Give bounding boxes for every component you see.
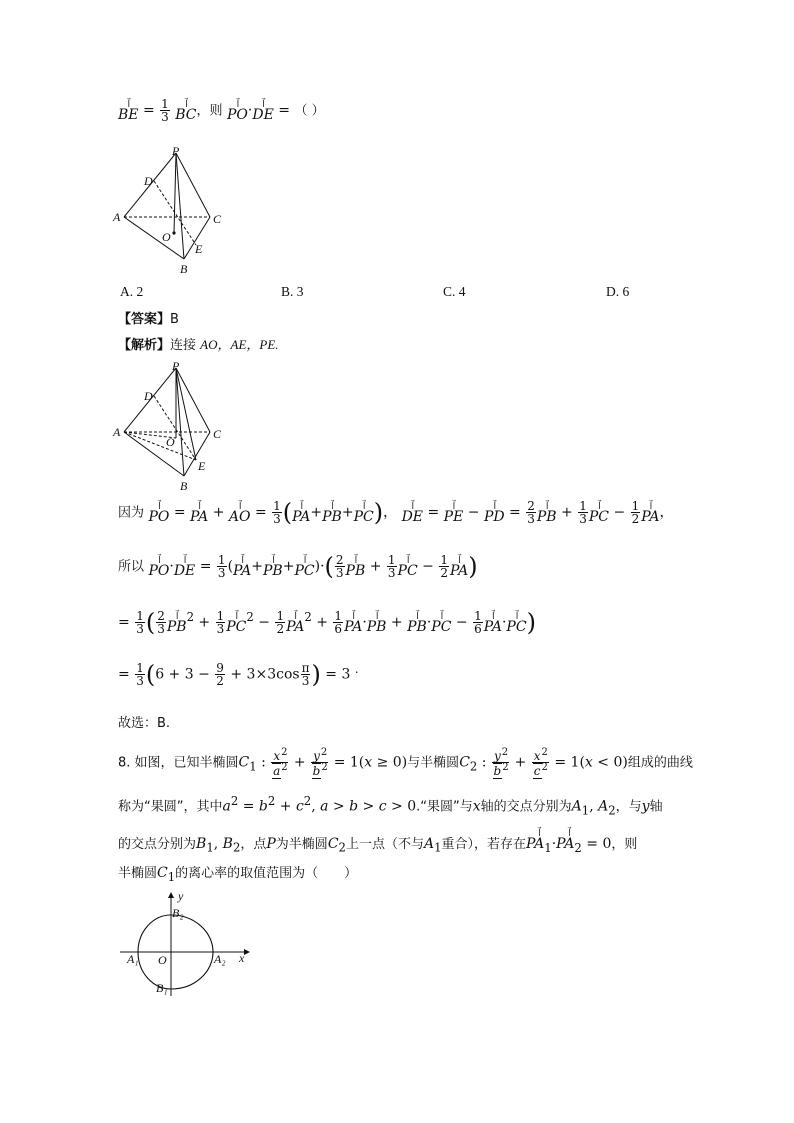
answer-blank: （ ）: [294, 103, 325, 119]
analysis-label: 【解析】: [118, 338, 171, 353]
option-a: A. 2: [120, 284, 144, 299]
axis-x-label: x: [239, 951, 245, 965]
solution-line-3: = $\frac{1}{3}$ ( $\frac{2}{3}$ ꟾ⃗ $PB^2$ + $\frac{1}{3}$ ꟾ⃗ $PC^2$ − $\frac{1}{2}$ ꟾ⃗ $PA^2$ + $\frac{1}{6}$ ꟾ⃗ PA· ꟾ⃗ PB + ꟾ⃗ PB· ꟾ⃗ PC − $\frac{1}{6}$ ꟾ⃗ PA· ꟾ⃗ PC): [118, 608, 536, 637]
fraction-one-third: [160, 98, 170, 123]
label-e: E: [195, 242, 203, 256]
label-a: A: [113, 425, 121, 439]
q7-then-text: ，则: [196, 103, 223, 119]
label-b: B: [180, 479, 188, 492]
label-c: C: [213, 212, 222, 226]
answer-line: [118, 308, 179, 327]
vector-bc: ꟾ⃗ BC: [175, 99, 197, 123]
therefore-text: 所以: [118, 559, 145, 575]
label-a1: A₁: [127, 952, 139, 966]
q8-line-4: 半椭圆$C_1$的离心率的取值范围为（ ）: [118, 865, 358, 884]
label-e: E: [198, 459, 206, 473]
tetrahedron-figure-1: [112, 145, 232, 277]
answer-value: B: [170, 312, 179, 327]
option-d: D. 6: [606, 284, 630, 299]
label-c: C: [213, 427, 222, 441]
label-o: O: [158, 953, 167, 967]
fruit-ellipse-figure: [118, 890, 258, 1000]
vector-de: ꟾ⃗ DE: [252, 99, 274, 123]
label-b: B: [180, 262, 188, 276]
label-b1: B₁: [156, 981, 168, 995]
label-a2: A₂: [214, 952, 226, 966]
because-text: 因为: [118, 505, 145, 521]
label-p: P: [172, 145, 180, 158]
frac-num: 1: [161, 97, 169, 111]
label-b2: B₂: [172, 906, 184, 920]
solution-line-4: = $\frac{1}{3}$ (6 + 3 − $\frac{9}{2}$ + 3×3cos $\frac{\pi}{3}$ ) = 3 .: [118, 660, 359, 689]
q8-line-2: 称为“果圆”，其中$a^2 = b^2 + c^2$, a > b > c > 0.“果圆”与x轴的交点分别为$A_1$, $A_2$，与y轴: [118, 794, 663, 818]
answer-label: 【答案】: [118, 312, 171, 327]
analysis-items: AO，AE，PE.: [200, 337, 279, 352]
tetrahedron-figure-2: [112, 360, 232, 492]
label-a: A: [113, 210, 121, 224]
option-b: B. 3: [281, 284, 304, 299]
solution-line-1: 因为 ꟾ⃗ PO = ꟾ⃗ PA + ꟾ⃗ AO = $\frac{1}{3}$ ( ꟾ⃗ PA+ ꟾ⃗ PB+ ꟾ⃗ PC)， ꟾ⃗ DE = ꟾ⃗ PE − ꟾ⃗ PD = $\frac{2}{3}$ ꟾ⃗ PB + $\frac{1}{3}$ ꟾ⃗ PC − $\frac{1}{2}$ ꟾ⃗ PA，: [118, 498, 674, 527]
q7-tail-line: ꟾ⃗ BE = $\frac{1}{3}$ ꟾ⃗ BC，则 ꟾ⃗ PO· ꟾ⃗ DE = （ ）: [118, 97, 325, 124]
analysis-line: [118, 334, 279, 353]
frac-den: 3: [161, 110, 169, 124]
solution-line-2: 所以 ꟾ⃗ PO· ꟾ⃗ DE = $\frac{1}{3}$ ( ꟾ⃗ PA+ ꟾ⃗ PB+ ꟾ⃗ PC)·( $\frac{2}{3}$ ꟾ⃗ PB + $\frac{1}{3}$ ꟾ⃗ PC − $\frac{1}{2}$ ꟾ⃗ PA): [118, 552, 478, 581]
label-p: P: [172, 360, 180, 373]
q8-line-3: 的交点分别为$B_1$, $B_2$，点P为半椭圆$C_2$上一点（不与$A_1$重合），若存在 ꟾ⃗ $PA_1\cdot$ ꟾ⃗ $PA_2 = 0$，则: [118, 829, 638, 855]
label-o: O: [166, 435, 175, 449]
axis-y-label: y: [178, 890, 184, 903]
vector-po: ꟾ⃗ PO: [226, 99, 248, 123]
label-d: D: [144, 174, 153, 188]
label-d: D: [144, 389, 153, 403]
label-o: O: [162, 230, 171, 244]
q8-line-1: 8. 如图，已知半椭圆$C_1$ : $\frac{x^2}{a^2}$ + $\frac{y^2}{b^2}$ = 1(x ≥ 0)与半椭圆$C_2$ : $\frac{y^2}{b^2}$ + $\frac{x^2}{c^2}$ = 1(x < 0)组成的曲线: [118, 747, 693, 778]
option-c: C. 4: [443, 284, 466, 299]
vector-be: ꟾ⃗ BE: [118, 99, 139, 123]
conclusion-line: 故选：B.: [118, 716, 171, 731]
analysis-text: 连接: [170, 338, 197, 353]
